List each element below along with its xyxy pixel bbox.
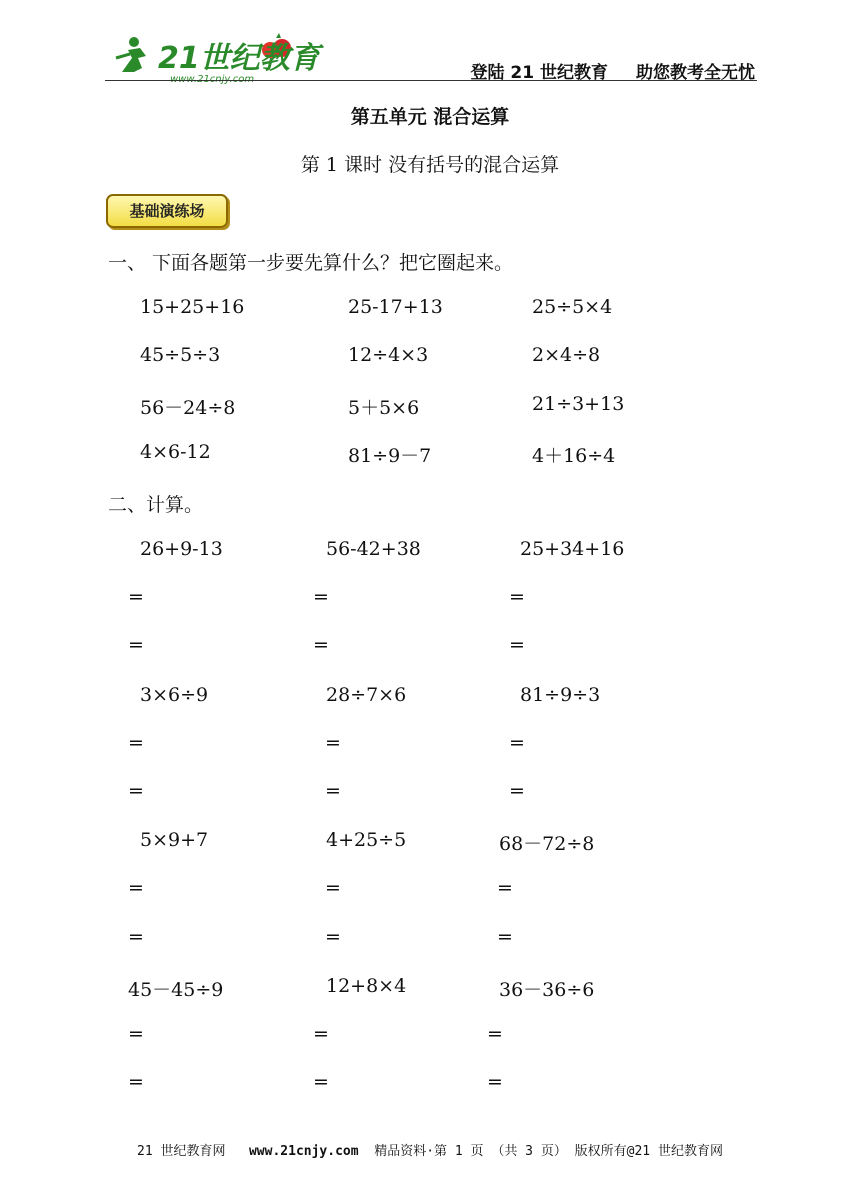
- equals-sign: =: [509, 732, 525, 754]
- equals-sign: =: [313, 586, 329, 608]
- logo-text: 21世纪教育: [158, 41, 320, 76]
- unit-title: 第五单元 混合运算: [350, 106, 510, 128]
- header-slogan-1: 登陆 21 世纪教育: [470, 63, 608, 83]
- s1-problem: 15+25+16: [140, 296, 245, 318]
- equals-sign: =: [497, 926, 513, 948]
- equals-sign: =: [128, 586, 144, 608]
- s1-problem: 2×4÷8: [532, 344, 601, 366]
- equals-sign: =: [128, 926, 144, 948]
- s1-problem: 25÷5×4: [532, 296, 613, 318]
- s2-problem: 26+9-13: [140, 538, 223, 560]
- s2-problem: 12+8×4: [326, 975, 407, 997]
- equals-sign: =: [313, 1071, 329, 1093]
- logo-url: www.21cnjy.com: [170, 74, 255, 85]
- s1-problem: 81÷9－7: [348, 445, 432, 467]
- equals-sign: =: [325, 780, 341, 802]
- footer-site: 21 世纪教育网: [137, 1144, 226, 1159]
- s2-problem: 28÷7×6: [326, 684, 407, 706]
- equals-sign: =: [313, 634, 329, 656]
- page-footer: [0, 1140, 860, 1159]
- s2-problem: 56-42+38: [326, 538, 421, 560]
- section1-heading: 一、 下面各题第一步要先算什么？把它圈起来。: [108, 252, 514, 274]
- equals-sign: =: [509, 586, 525, 608]
- s1-problem: 5＋5×6: [348, 397, 420, 419]
- footer-url[interactable]: www.21cnjy.com: [248, 1144, 359, 1159]
- equals-sign: =: [497, 877, 513, 899]
- s2-problem: 68－72÷8: [499, 833, 595, 855]
- equals-sign: =: [128, 1023, 144, 1045]
- site-logo: [112, 28, 320, 85]
- equals-sign: =: [325, 732, 341, 754]
- lesson-title: 第 1 课时 没有括号的混合运算: [300, 154, 560, 176]
- s1-problem: 4×6-12: [140, 441, 211, 463]
- s2-problem: 36－36÷6: [499, 979, 595, 1001]
- s1-problem: 25-17+13: [348, 296, 443, 318]
- equals-sign: =: [509, 634, 525, 656]
- s1-problem: 4＋16÷4: [532, 445, 616, 467]
- equals-sign: =: [325, 877, 341, 899]
- equals-sign: =: [487, 1023, 503, 1045]
- equals-sign: =: [128, 877, 144, 899]
- runner-icon: [116, 37, 146, 72]
- s2-problem: 4+25÷5: [326, 829, 407, 851]
- equals-sign: =: [313, 1023, 329, 1045]
- equals-sign: =: [128, 634, 144, 656]
- equals-sign: =: [128, 732, 144, 754]
- s2-problem: 3×6÷9: [140, 684, 209, 706]
- s2-problem: 5×9+7: [140, 829, 209, 851]
- equals-sign: =: [487, 1071, 503, 1093]
- s1-problem: 21÷3+13: [532, 393, 625, 415]
- s2-problem: 25+34+16: [520, 538, 625, 560]
- equals-sign: =: [128, 1071, 144, 1093]
- section2-heading: 二、计算。: [108, 494, 204, 516]
- equals-sign: =: [509, 780, 525, 802]
- equals-sign: =: [128, 780, 144, 802]
- s1-problem: 45÷5÷3: [140, 344, 221, 366]
- footer-text: 精品资料·第 1 页 （共 3 页） 版权所有@21 世纪教育网: [374, 1144, 723, 1159]
- header-divider: [105, 80, 757, 81]
- s1-problem: 12÷4×3: [348, 344, 429, 366]
- s1-problem: 56－24÷8: [140, 397, 236, 419]
- section-badge: 基础演练场: [106, 194, 228, 228]
- s2-problem: 81÷9÷3: [520, 684, 601, 706]
- header-slogan-2: 助您教考全无忧: [636, 63, 755, 83]
- s2-problem: 45－45÷9: [128, 979, 224, 1001]
- equals-sign: =: [325, 926, 341, 948]
